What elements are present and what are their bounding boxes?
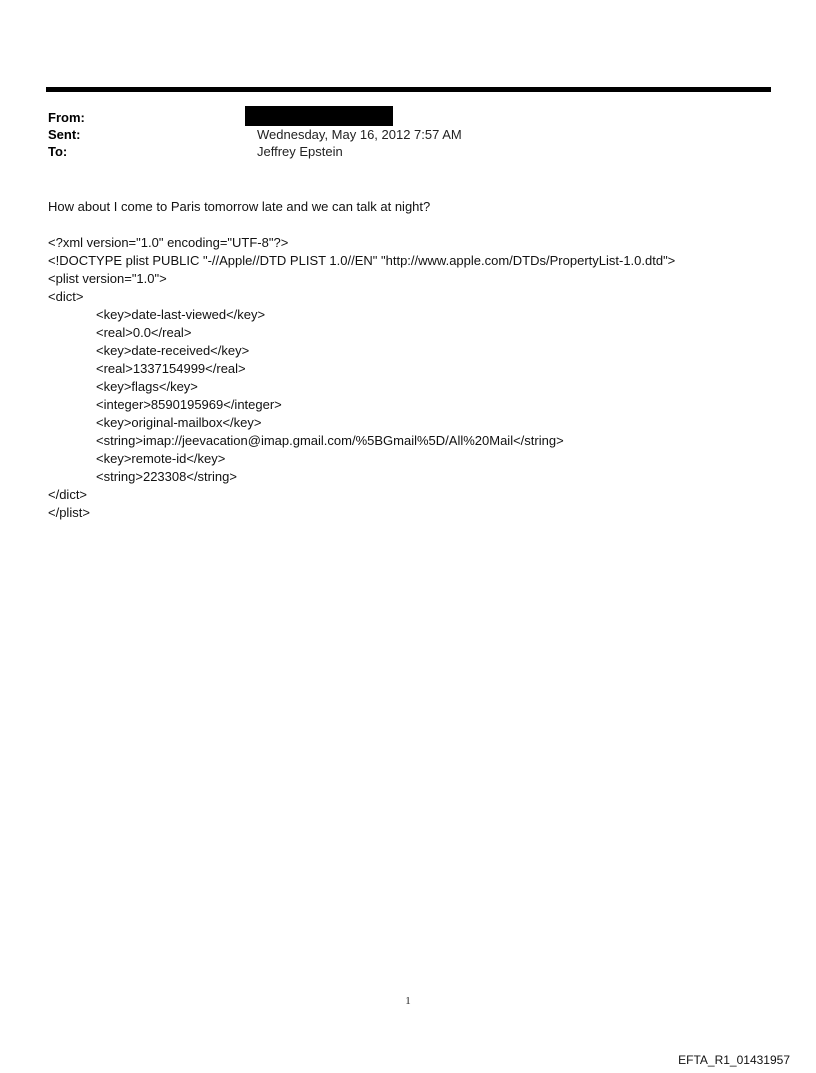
sent-row — [48, 126, 748, 143]
plist-line: <key>date-received</key> — [96, 343, 250, 358]
plist-line: <real>0.0</real> — [96, 325, 192, 340]
plist-line: <integer>8590195969</integer> — [96, 397, 282, 412]
plist-line: </plist> — [48, 505, 90, 520]
plist-line: <key>date-last-viewed</key> — [96, 307, 266, 322]
to-row — [48, 143, 748, 160]
from-label: From: — [48, 110, 85, 125]
plist-line: <plist version="1.0"> — [48, 271, 167, 286]
from-row — [48, 109, 748, 126]
plist-line: <?xml version="1.0" encoding="UTF-8"?> — [48, 235, 289, 250]
plist-line: <key>original-mailbox</key> — [96, 415, 262, 430]
page-number: 1 — [405, 995, 411, 1007]
plist-line: </dict> — [48, 487, 88, 502]
sent-value: Wednesday, May 16, 2012 7:57 AM — [257, 127, 462, 142]
redaction-box — [245, 106, 393, 126]
plist-line: <!DOCTYPE plist PUBLIC "-//Apple//DTD PLIST 1.0//EN" "http://www.apple.com/DTDs/PropertyList-1.0.dtd"> — [48, 253, 676, 268]
document-id: EFTA_R1_01431957 — [678, 1053, 790, 1067]
plist-line: <string>imap://jeevacation@imap.gmail.com/%5BGmail%5D/All%20Mail</string> — [96, 433, 564, 448]
email-header — [48, 109, 748, 160]
plist-line: <real>1337154999</real> — [96, 361, 246, 376]
header-divider-rule — [46, 87, 771, 92]
plist-block — [48, 234, 788, 522]
plist-line: <key>flags</key> — [96, 379, 198, 394]
to-label: To: — [48, 144, 68, 159]
plist-line: <dict> — [48, 289, 84, 304]
to-value: Jeffrey Epstein — [257, 144, 343, 159]
plist-line: <string>223308</string> — [96, 469, 237, 484]
sent-label: Sent: — [48, 127, 81, 142]
plist-line: <key>remote-id</key> — [96, 451, 226, 466]
email-message: How about I come to Paris tomorrow late and we can talk at night? — [48, 199, 431, 214]
